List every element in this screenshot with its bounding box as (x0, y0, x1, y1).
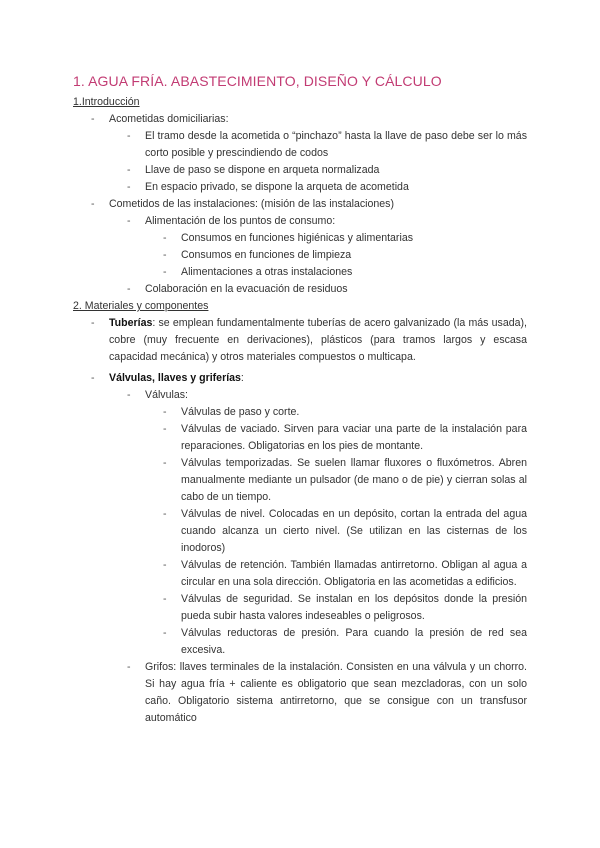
dash-bullet: - (91, 113, 95, 125)
list-item (73, 370, 527, 387)
dash-bullet: - (163, 457, 167, 469)
list-item (73, 557, 527, 591)
dash-bullet: - (163, 627, 167, 639)
valvulas-suffix: : (240, 372, 244, 384)
list-item (73, 196, 527, 213)
list-item (73, 315, 527, 366)
list-item (73, 455, 527, 506)
list-item-text: Alimentaciones a otras instalaciones (181, 266, 353, 278)
alimentacion-label: Alimentación de los puntos de consumo: (145, 215, 336, 227)
list-item (73, 404, 527, 421)
dash-bullet: - (127, 164, 131, 176)
dash-bullet: - (163, 423, 167, 435)
dash-bullet: - (163, 593, 167, 605)
list-item (73, 264, 527, 281)
materiales-list (73, 315, 527, 727)
list-item (73, 659, 527, 727)
list-item (73, 625, 527, 659)
list-item (73, 421, 527, 455)
list-item (73, 213, 527, 230)
dash-bullet: - (127, 283, 131, 295)
list-item-text: Colaboración en la evacuación de residuos (145, 283, 348, 295)
list-item-text: Válvulas de paso y corte. (181, 406, 300, 418)
dash-bullet: - (163, 232, 167, 244)
list-item-text: Válvulas de nivel. Colocadas en un depósito, cortan la entrada del agua cuando alcanza un cierto nivel. (Se utilizan en las cisternas de los inodoros) (181, 508, 527, 554)
valvulas-sublabel: Válvulas: (145, 389, 188, 401)
tuberias-text: : se emplean fundamentalmente tuberías de acero galvanizado (la más usada), cobre (muy frecuente en derivaciones), plásticos (para tramos largos y escasa capacidad mecánica) y otros materiales compuestos o multicapa. (109, 317, 527, 363)
dash-bullet: - (163, 266, 167, 278)
dash-bullet: - (127, 215, 131, 227)
dash-bullet: - (163, 249, 167, 261)
tuberias-label: Tuberías (109, 317, 153, 329)
valvulas-label: Válvulas, llaves y griferías (109, 372, 241, 384)
dash-bullet: - (127, 130, 131, 142)
list-item (73, 387, 527, 404)
dash-bullet: - (127, 389, 131, 401)
document-title: 1. AGUA FRÍA. ABASTECIMIENTO, DISEÑO Y CÁLCULO (73, 73, 442, 89)
list-item-text: Válvulas reductoras de presión. Para cuando la presión de red sea excesiva. (181, 627, 527, 656)
list-item-text: En espacio privado, se dispone la arqueta de acometida (145, 181, 409, 193)
list-item-text: Consumos en funciones higiénicas y alimentarias (181, 232, 414, 244)
list-item (73, 111, 527, 128)
introduccion-list (73, 111, 527, 298)
list-item (73, 230, 527, 247)
dash-bullet: - (127, 661, 131, 673)
list-item (73, 591, 527, 625)
cometidos-label: Cometidos de las instalaciones: (misión de las instalaciones) (109, 198, 394, 210)
acometidas-label: Acometidas domiciliarias: (109, 113, 229, 125)
list-item (73, 506, 527, 557)
dash-bullet: - (91, 317, 95, 329)
list-item (73, 128, 527, 162)
grifos-text: Grifos: llaves terminales de la instalación. Consisten en una válvula y un chorro. Si hay agua fría + caliente es obligatorio que sean mezcladoras, con un solo caño. Obligatorio sistema antirretorno, que se consigue con un transfusor automático (145, 661, 527, 724)
list-item (73, 281, 527, 298)
list-item-text: Llave de paso se dispone en arqueta normalizada (145, 164, 380, 176)
list-item (73, 247, 527, 264)
list-item-text: Válvulas de retención. También llamadas antirretorno. Obligan al agua a circular en una sola dirección. Obligatoria en las acometidas a edificios. (181, 559, 527, 588)
section-heading-introduccion: 1.Introducción (73, 96, 140, 108)
dash-bullet: - (91, 198, 95, 210)
list-item (73, 162, 527, 179)
list-item-text: Válvulas temporizadas. Se suelen llamar fluxores o fluxómetros. Abren manualmente mediante un pulsador (de mano o de pie) y cierran solas al cabo de un tiempo. (181, 457, 527, 503)
list-item-text: Válvulas de seguridad. Se instalan en los depósitos donde la presión pueda subir hasta valores indeseables o peligrosos. (181, 593, 527, 622)
list-item (73, 179, 527, 196)
dash-bullet: - (163, 508, 167, 520)
list-item-text: El tramo desde la acometida o “pinchazo” hasta la llave de paso debe ser lo más corto posible y prescindiendo de codos (145, 130, 527, 159)
list-item-text: Consumos en funciones de limpieza (181, 249, 352, 261)
dash-bullet: - (127, 181, 131, 193)
list-item-text: Válvulas de vaciado. Sirven para vaciar una parte de la instalación para reparaciones. Obligatorias en los pies de montante. (181, 423, 527, 452)
document-body (73, 94, 527, 727)
dash-bullet: - (91, 372, 95, 384)
dash-bullet: - (163, 559, 167, 571)
dash-bullet: - (163, 406, 167, 418)
section-heading-materiales: 2. Materiales y componentes (73, 300, 209, 312)
